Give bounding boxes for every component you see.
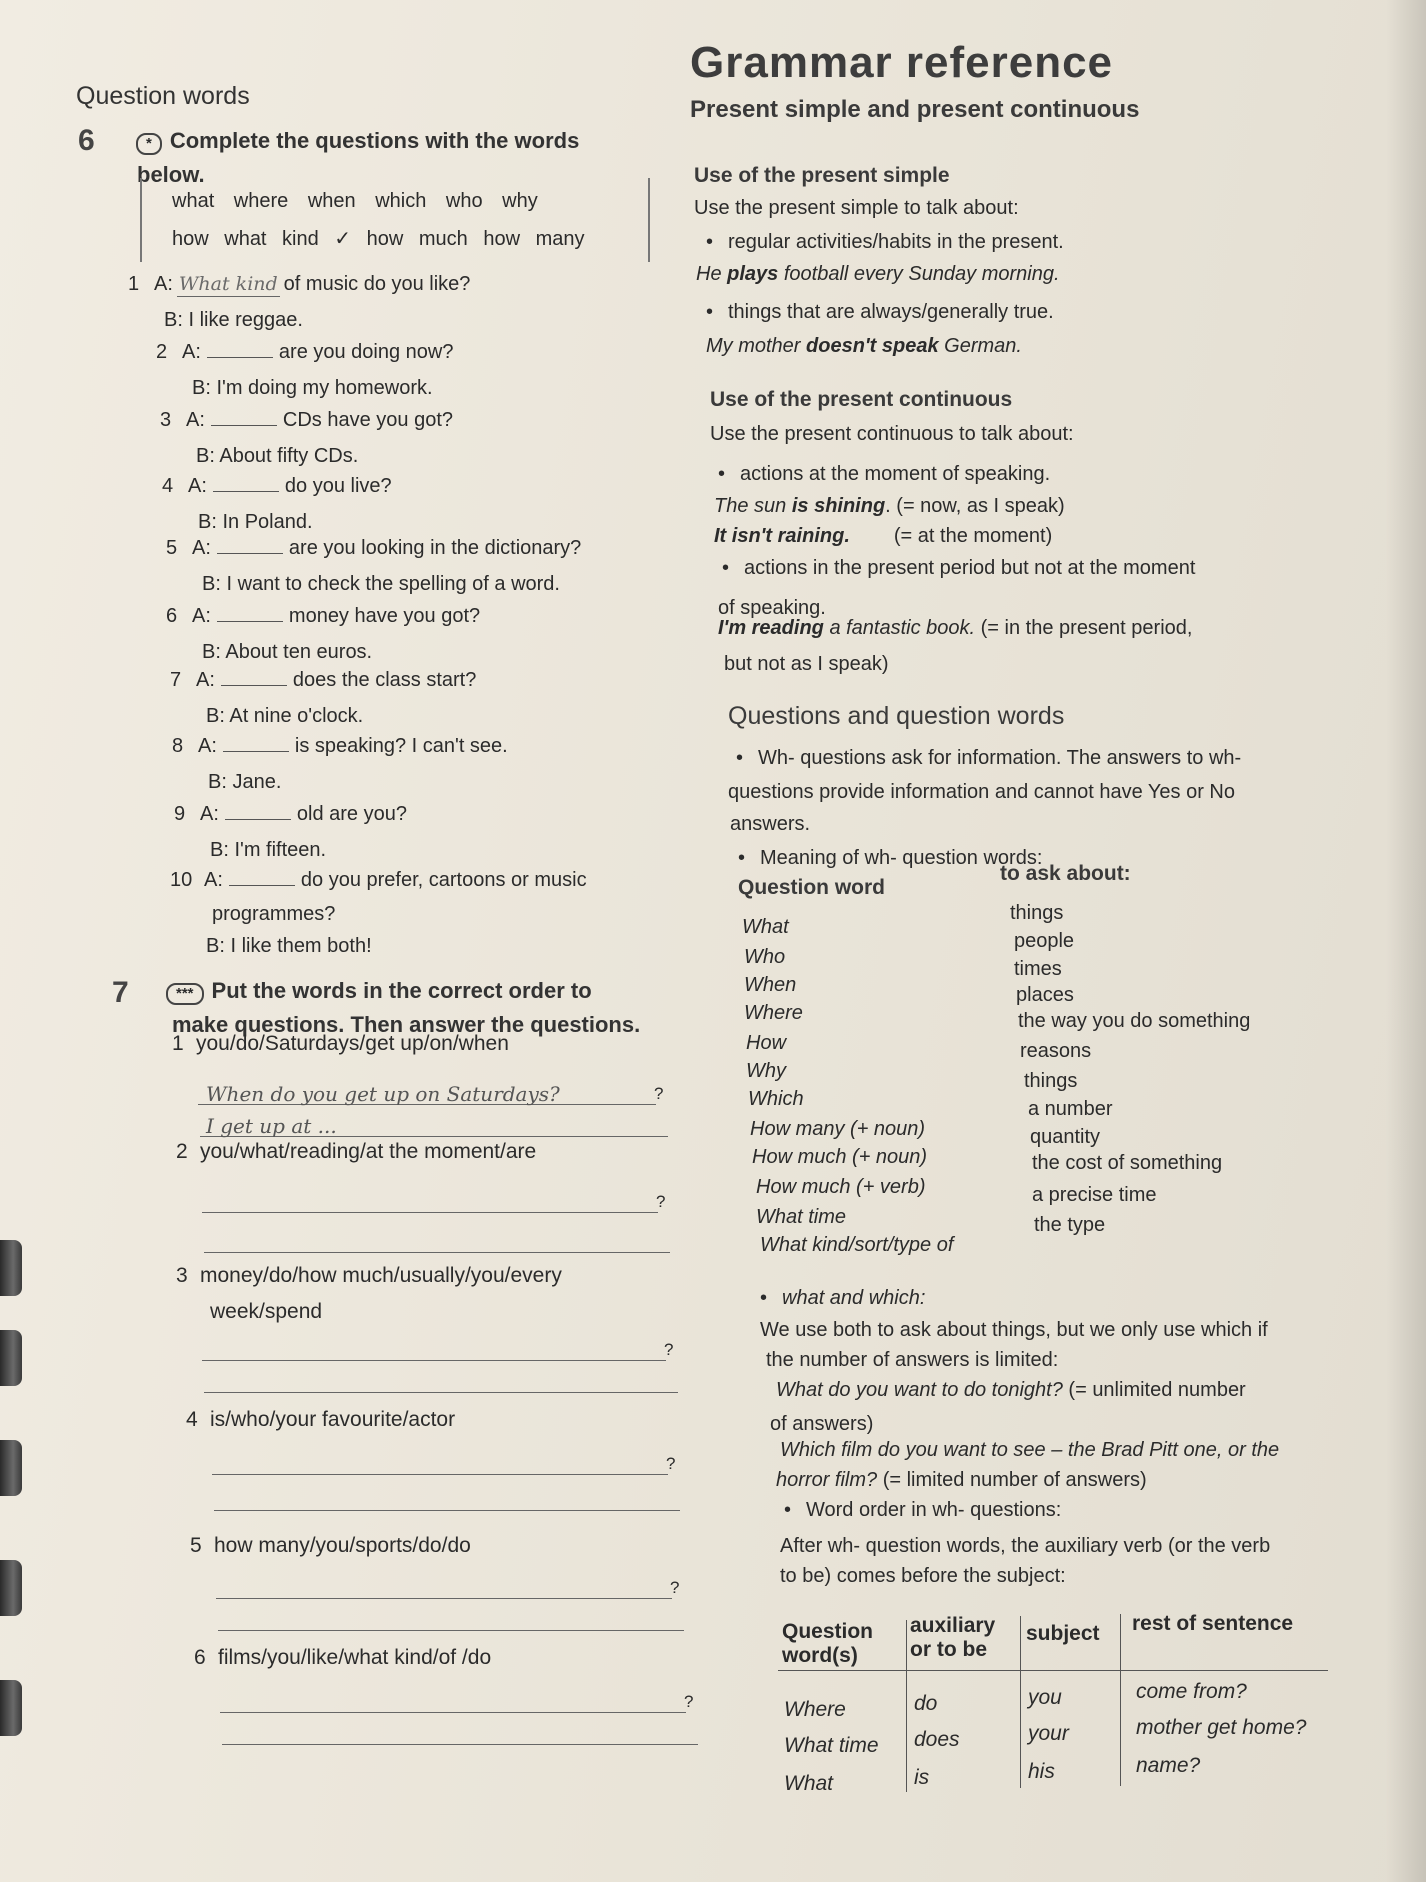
question-word-meaning: people — [1014, 930, 1075, 952]
question-text: are you doing now? — [278, 341, 454, 363]
speaker-a-label: A: — [182, 341, 201, 363]
question-line — [166, 536, 581, 560]
table-header-question-word: Question word — [738, 876, 885, 899]
answer-line: B: At nine o'clock. — [206, 705, 364, 727]
question-text: do you prefer, cartoons or music — [300, 869, 587, 891]
word-order-subject: your — [1028, 1722, 1069, 1745]
handwritten-answer: I get up at ... — [206, 1114, 337, 1138]
text-use-present-continuous: Use the present continuous to talk about: — [710, 423, 1074, 445]
answer-blank[interactable] — [217, 604, 283, 622]
difficulty-badge: *** — [166, 983, 204, 1005]
exercise-7-instruction-cont: make questions. Then answer the questions. — [172, 1012, 641, 1037]
prompt-line — [194, 1646, 491, 1670]
bullet-meaning-of-wh: • Meaning of wh- question words: — [760, 846, 1042, 870]
question-word-what: What — [742, 916, 789, 938]
answer-line: B: About fifty CDs. — [196, 445, 359, 467]
question-word-meaning: places — [1016, 984, 1074, 1006]
bullet-what-and-which: • what and which: — [782, 1286, 925, 1310]
word-order-rest: name? — [1136, 1754, 1201, 1777]
question-word-why: Why — [746, 1060, 786, 1082]
heading-questions-and-question-words: Questions and question words — [728, 702, 1065, 730]
word-order-auxiliary: does — [914, 1728, 960, 1751]
item-number: 3 — [176, 1264, 188, 1287]
item-number: 4 — [186, 1408, 198, 1431]
word-prompt: you/what/reading/at the moment/are — [200, 1140, 537, 1163]
question-word-meaning: quantity — [1030, 1126, 1101, 1148]
answer-line[interactable] — [204, 1252, 670, 1253]
question-word-meaning: reasons — [1020, 1040, 1092, 1062]
question-answer-line[interactable] — [220, 1712, 686, 1713]
question-word-how-much-verb: How much (+ verb) — [756, 1176, 926, 1198]
answer-line: B: In Poland. — [198, 511, 313, 533]
word-order-header-subject: subject — [1026, 1622, 1100, 1645]
page-edge-shadow — [1386, 0, 1426, 1882]
speaker-a-label: A: — [198, 735, 217, 757]
answer-line[interactable] — [214, 1510, 680, 1511]
speaker-a-label: A: — [200, 803, 219, 825]
question-text: of music do you like? — [283, 273, 471, 295]
text-use-present-simple: Use the present simple to talk about: — [694, 197, 1019, 219]
answer-blank[interactable] — [217, 536, 283, 554]
question-line — [170, 868, 587, 892]
heading-use-present-continuous: Use of the present continuous — [710, 388, 1013, 411]
word-order-question-word: Where — [784, 1698, 846, 1721]
bullet-present-period-cont: of speaking. — [718, 597, 826, 619]
word-order-auxiliary: do — [914, 1692, 938, 1715]
exercise-7-instruction: *** Put the words in the correct order to — [166, 978, 592, 1005]
question-word-meaning: things — [1024, 1070, 1078, 1092]
what-which-example-1-cont: of answers) — [770, 1413, 874, 1435]
word-order-header-auxiliary: auxiliary or to be — [910, 1614, 996, 1661]
question-mark: ? — [666, 1454, 676, 1473]
question-text: is speaking? I can't see. — [294, 735, 508, 757]
binder-ring — [0, 1240, 22, 1296]
item-number: 4 — [162, 475, 174, 497]
word-prompt: films/you/like/what kind/of /do — [218, 1646, 492, 1669]
word-order-rest: mother get home? — [1136, 1716, 1307, 1739]
question-word-meaning: a number — [1028, 1098, 1113, 1120]
question-answer-line[interactable] — [202, 1360, 666, 1361]
what-which-text-1: We use both to ask about things, but we only use which if — [760, 1319, 1268, 1341]
handwritten-question: When do you get up on Saturdays? — [206, 1082, 560, 1106]
item-number: 8 — [172, 735, 184, 757]
prompt-line — [172, 1032, 509, 1056]
item-number: 6 — [166, 605, 178, 627]
answer-line[interactable] — [218, 1630, 684, 1631]
question-line — [156, 340, 453, 364]
question-text: do you live? — [284, 475, 392, 497]
word-prompt: money/do/how much/usually/you/every — [200, 1264, 562, 1287]
speaker-a-label: A: — [204, 869, 223, 891]
question-text: are you looking in the dictionary? — [288, 537, 582, 559]
prompt-line — [186, 1408, 455, 1432]
speaker-a-label: A: — [192, 605, 211, 627]
question-line — [170, 668, 476, 692]
word-order-header-rest: rest of sentence — [1132, 1612, 1294, 1635]
word-prompt: how many/you/sports/do/do — [214, 1534, 471, 1557]
speaker-a-label: A: — [186, 409, 205, 431]
binder-ring — [0, 1560, 22, 1616]
word-order-table — [778, 1612, 1328, 1795]
answer-blank[interactable] — [225, 802, 291, 820]
question-word-how-many-noun: How many (+ noun) — [750, 1118, 926, 1140]
example-isnt-raining: It isn't raining. (= at the moment) — [714, 525, 1053, 547]
word-box-row-1: what where when which who why — [172, 190, 538, 212]
prompt-line — [176, 1140, 536, 1164]
question-mark: ? — [684, 1692, 694, 1711]
question-word-meaning: a precise time — [1032, 1184, 1157, 1206]
table-header-to-ask-about: to ask about: — [1000, 862, 1131, 885]
bullet-regular-activities: • regular activities/habits in the present. — [728, 230, 1064, 254]
example-sun-shining: The sun is shining. (= now, as I speak) — [714, 495, 1065, 517]
word-order-subject: you — [1028, 1686, 1062, 1709]
difficulty-badge: * — [136, 133, 162, 155]
wh-questions-text-line-3: answers. — [730, 813, 811, 835]
question-word-what-kind-sort-type-of: What kind/sort/type of — [760, 1234, 954, 1256]
item-number: 2 — [176, 1140, 188, 1163]
speaker-a-label: A: — [192, 537, 211, 559]
word-prompt: you/do/Saturdays/get up/on/when — [196, 1032, 509, 1055]
question-text: CDs have you got? — [282, 409, 454, 431]
example-doesnt-speak: My mother doesn't speak German. — [706, 335, 1022, 357]
word-order-text-1: After wh- question words, the auxiliary verb (or the verb — [780, 1535, 1271, 1557]
question-word-meaning: the cost of something — [1032, 1152, 1223, 1174]
question-text: old are you? — [296, 803, 407, 825]
item-number: 2 — [156, 341, 168, 363]
bullet-present-period: • actions in the present period but not at the moment — [744, 556, 1195, 580]
answer-blank[interactable]: What kind — [178, 273, 278, 295]
question-line — [166, 604, 480, 628]
speaker-a-label: A: — [196, 669, 215, 691]
question-mark: ? — [664, 1340, 674, 1359]
what-which-example-2-cont: horror film? (= limited number of answers) — [776, 1469, 1147, 1491]
word-box-row-2: how what kind ✓ how much how many — [172, 228, 585, 250]
word-order-question-word: What — [784, 1772, 834, 1795]
item-number: 3 — [160, 409, 172, 431]
question-word-meaning: the type — [1034, 1214, 1106, 1236]
example-reading-cont: but not as I speak) — [724, 653, 889, 675]
answer-blank[interactable] — [229, 868, 295, 886]
answer-line: B: Jane. — [208, 771, 282, 793]
wh-questions-text-line-2: questions provide information and cannot have Yes or No — [728, 781, 1236, 803]
exercise-6-instruction-cont: below. — [137, 162, 205, 187]
answer-line: B: I like reggae. — [164, 309, 303, 331]
question-word-when: When — [744, 974, 797, 996]
bullet-things-true: • things that are always/generally true. — [728, 300, 1054, 324]
question-line — [128, 272, 470, 297]
question-word-which: Which — [748, 1088, 804, 1110]
item-number: 7 — [170, 669, 182, 691]
answer-line[interactable] — [222, 1744, 698, 1745]
question-answer-line[interactable] — [212, 1474, 668, 1475]
bullet-wh-questions: • Wh- questions ask for information. The answers to wh- — [758, 746, 1241, 770]
answer-line[interactable] — [204, 1392, 678, 1393]
question-mark: ? — [654, 1084, 664, 1103]
question-text: money have you got? — [288, 605, 481, 627]
what-which-text-2: the number of answers is limited: — [766, 1349, 1059, 1371]
binder-ring — [0, 1330, 22, 1386]
bullet-moment-of-speaking: • actions at the moment of speaking. — [740, 462, 1050, 486]
answer-blank[interactable] — [211, 408, 277, 426]
what-which-example-1: What do you want to do tonight? (= unlimited number — [776, 1379, 1246, 1401]
item-number: 9 — [174, 803, 186, 825]
question-line — [172, 734, 508, 758]
word-order-subject: his — [1028, 1760, 1055, 1783]
question-line — [162, 474, 392, 498]
question-word-how-much-noun: How much (+ noun) — [752, 1146, 928, 1168]
word-prompt: is/who/your favourite/actor — [210, 1408, 456, 1431]
question-mark: ? — [670, 1578, 680, 1597]
binder-ring — [0, 1440, 22, 1496]
word-order-auxiliary: is — [914, 1766, 930, 1789]
question-mark: ? — [656, 1192, 666, 1211]
answer-blank[interactable] — [213, 474, 279, 492]
answer-line: B: I'm doing my homework. — [192, 377, 433, 399]
answer-blank[interactable] — [221, 668, 287, 686]
item-number: 1 — [128, 273, 140, 295]
answer-line: B: I'm fifteen. — [210, 839, 327, 861]
answer-line: B: I want to check the spelling of a word. — [202, 573, 560, 595]
item-number: 5 — [190, 1534, 202, 1557]
answer-line: B: I like them both! — [206, 935, 372, 957]
exercise-number-7: 7 — [112, 976, 129, 1009]
page-title: Grammar reference — [690, 38, 1114, 87]
question-line — [174, 802, 407, 826]
question-line — [160, 408, 453, 432]
item-number: 5 — [166, 537, 178, 559]
question-word-how: How — [746, 1032, 787, 1054]
question-text: does the class start? — [292, 669, 477, 691]
word-box — [140, 178, 650, 262]
question-text-cont: programmes? — [212, 903, 336, 925]
question-answer-line[interactable] — [202, 1212, 658, 1213]
example-plays: He plays football every Sunday morning. — [696, 263, 1060, 285]
word-order-text-2: to be) comes before the subject: — [780, 1565, 1066, 1587]
question-word-who: Who — [744, 946, 786, 968]
item-number: 6 — [194, 1646, 206, 1669]
question-word-where: Where — [744, 1002, 803, 1024]
section-heading-question-words: Question words — [76, 82, 250, 110]
speaker-a-label: A: — [188, 475, 207, 497]
word-order-rest: come from? — [1136, 1680, 1247, 1703]
answer-blank[interactable] — [223, 734, 289, 752]
question-answer-line[interactable] — [216, 1598, 672, 1599]
binder-ring — [0, 1680, 22, 1736]
word-order-header-question-words: Question word(s) — [782, 1620, 874, 1667]
word-prompt-cont: week/spend — [210, 1300, 323, 1323]
prompt-line — [176, 1264, 562, 1288]
question-word-meaning: the way you do something — [1018, 1010, 1251, 1032]
prompt-line — [190, 1534, 471, 1558]
item-number: 10 — [170, 869, 193, 891]
answer-line: B: About ten euros. — [202, 641, 373, 663]
word-order-question-word: What time — [784, 1734, 879, 1757]
subtitle: Present simple and present continuous — [690, 96, 1140, 123]
question-word-meaning: things — [1010, 902, 1064, 924]
example-reading: I'm reading a fantastic book. (= in the present period, — [718, 617, 1193, 639]
question-word-what-time: What time — [756, 1206, 847, 1228]
item-number: 1 — [172, 1032, 184, 1055]
answer-blank[interactable] — [207, 340, 273, 358]
bullet-word-order: • Word order in wh- questions: — [806, 1498, 1061, 1522]
what-which-example-2: Which film do you want to see – the Brad Pitt one, or the — [780, 1439, 1280, 1461]
exercise-number-6: 6 — [78, 124, 95, 157]
exercise-6-instruction: * Complete the questions with the words — [136, 128, 579, 155]
question-word-meaning: times — [1014, 958, 1062, 980]
heading-use-present-simple: Use of the present simple — [694, 164, 950, 187]
speaker-a-label: A: — [154, 273, 173, 295]
